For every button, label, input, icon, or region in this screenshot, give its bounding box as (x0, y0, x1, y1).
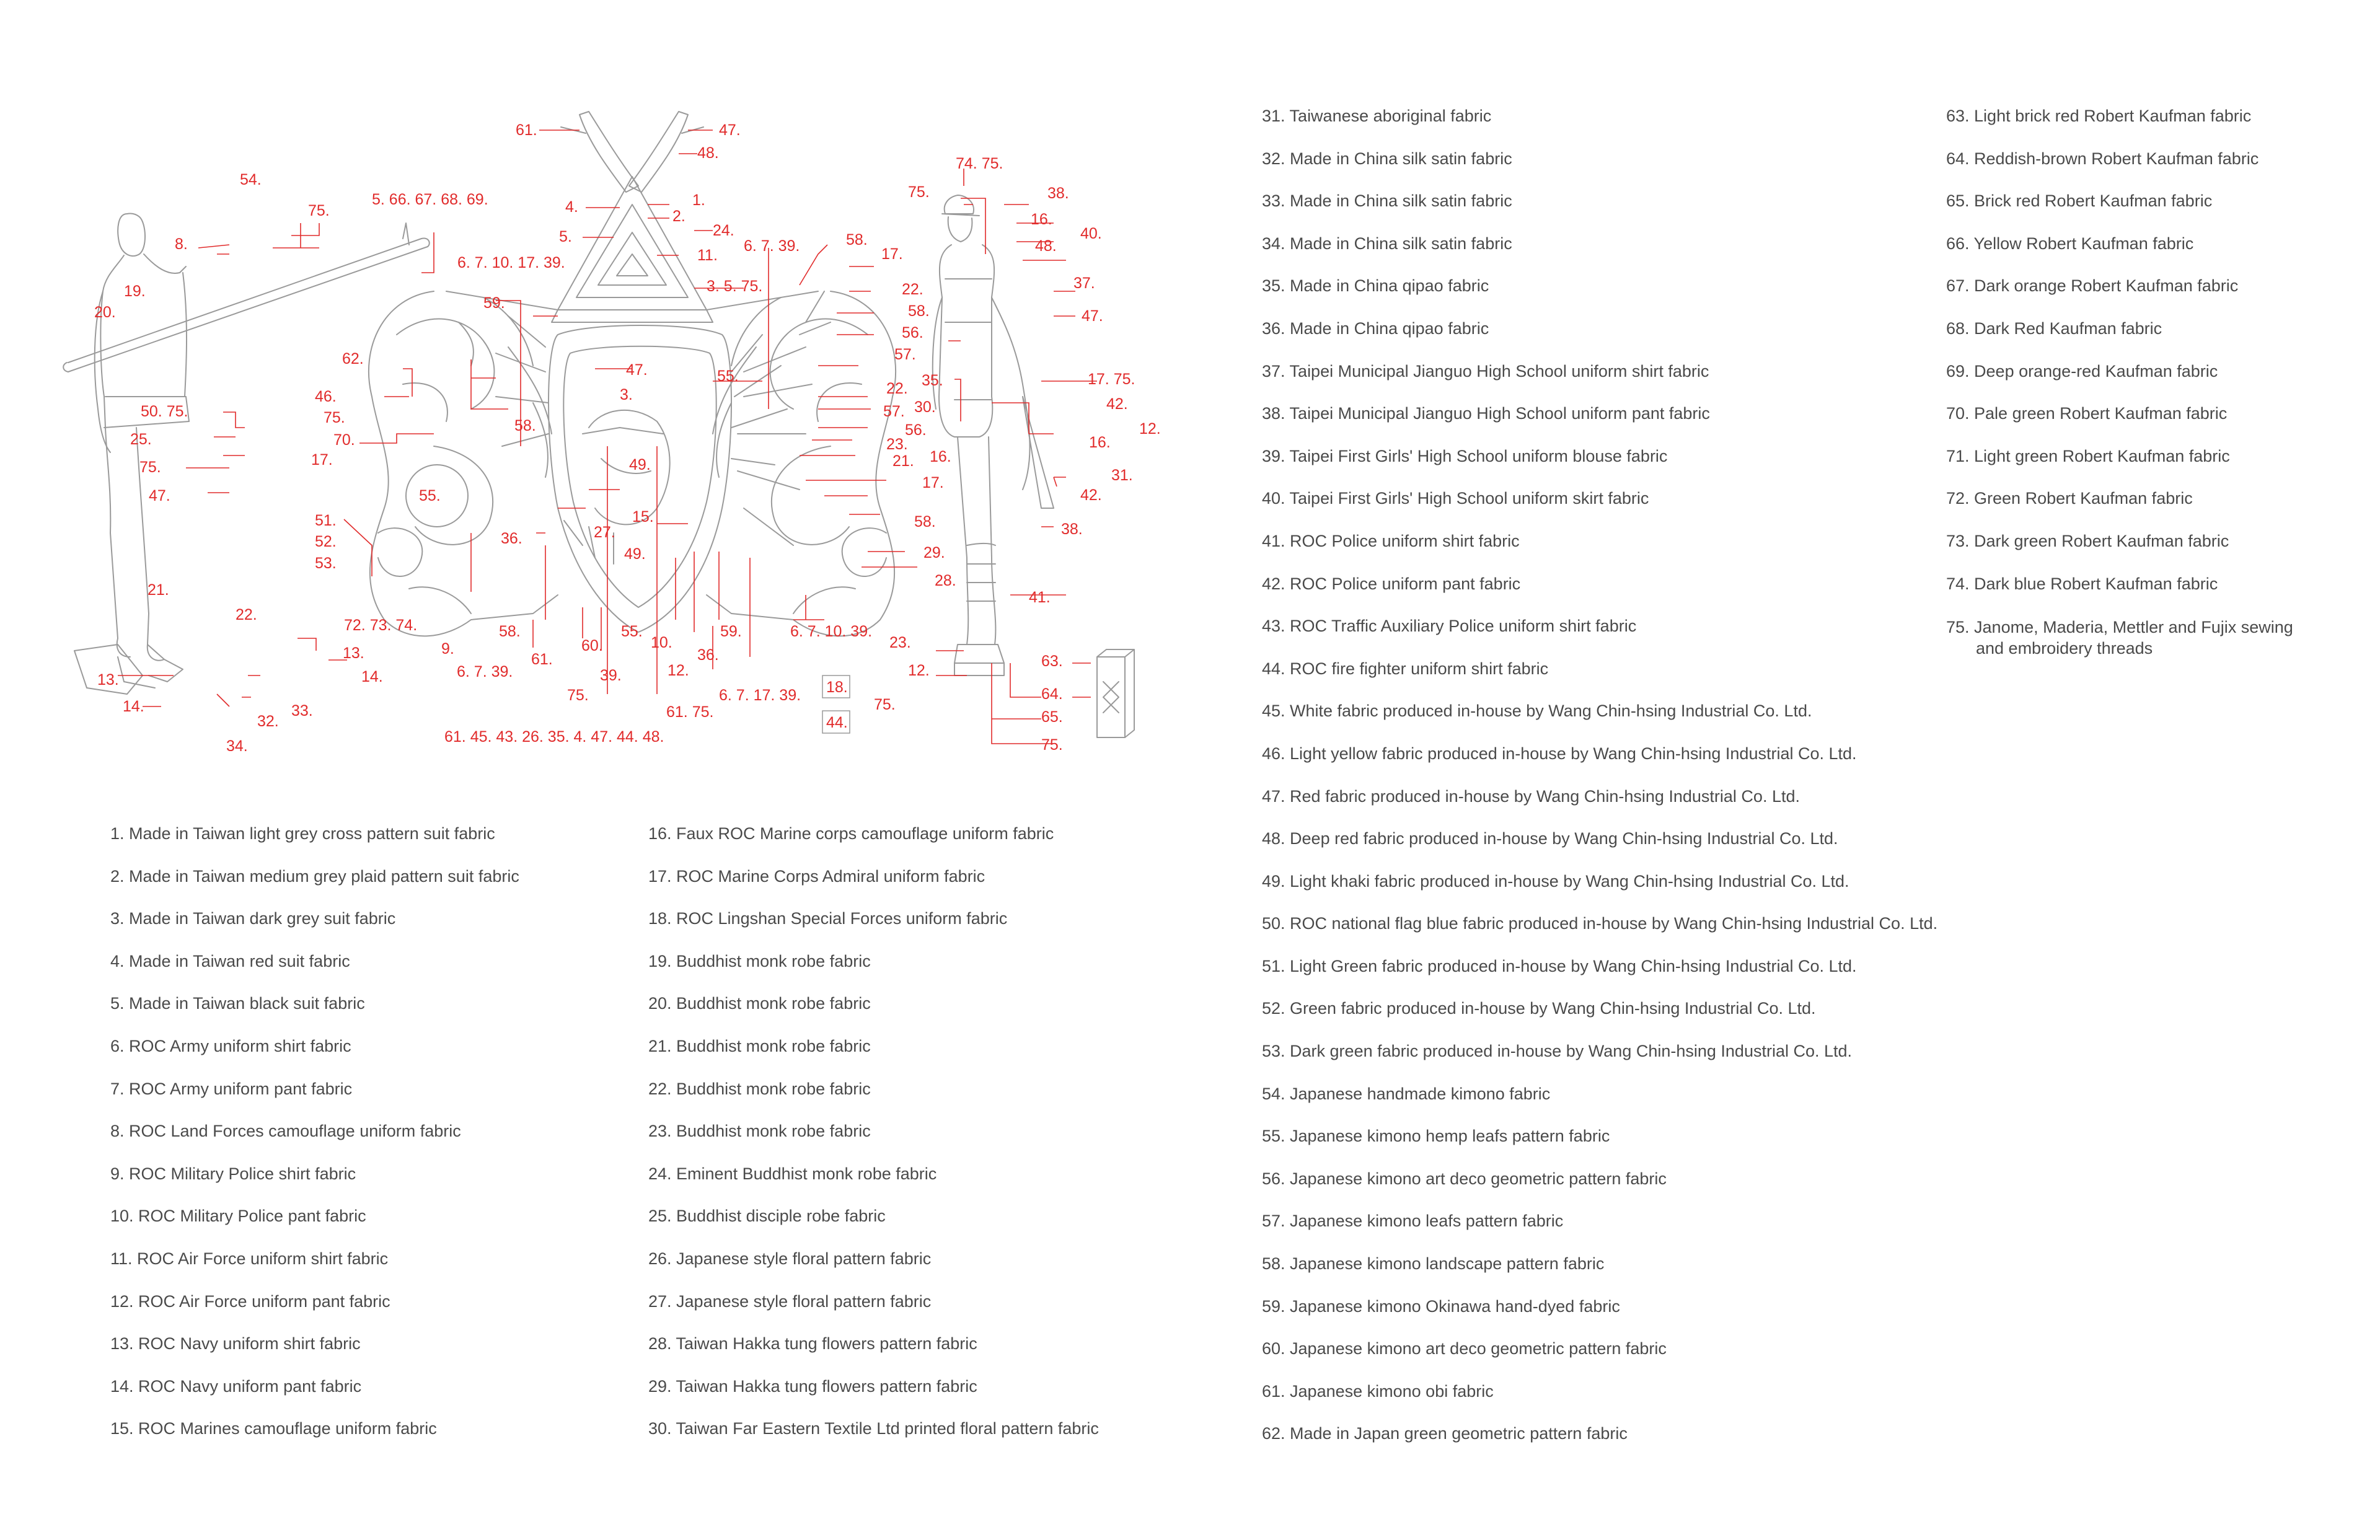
callout-label: 4. (565, 198, 578, 216)
callout-label: 42. (1106, 395, 1128, 413)
legend-item: 32. Made in China silk satin fabric (1262, 149, 1512, 168)
legend-item: 36. Made in China qipao fabric (1262, 319, 1489, 338)
legend-item: 7. ROC Army uniform pant fabric (110, 1079, 353, 1098)
callout-label: 24. (713, 222, 734, 239)
callout-label: 58. (914, 513, 936, 530)
legend-item: 60. Japanese kimono art deco geometric pattern fabric (1262, 1339, 1667, 1358)
legend-item: 12. ROC Air Force uniform pant fabric (110, 1291, 390, 1311)
legend-item: 53. Dark green fabric produced in-house by Wang Chin-hsing Industrial Co. Ltd. (1262, 1042, 1853, 1061)
legend-item: 47. Red fabric produced in-house by Wang Chin-hsing Industrial Co. Ltd. (1262, 786, 1800, 806)
callout-label: 36. (501, 530, 522, 547)
callout-label: 13. (97, 671, 119, 689)
callout-label: 3. (620, 386, 633, 403)
legend-item: 42. ROC Police uniform pant fabric (1262, 574, 1521, 593)
legend-item: 38. Taipei Municipal Jianguo High School uniform pant fabric (1262, 404, 1710, 423)
legend-item: 24. Eminent Buddhist monk robe fabric (648, 1164, 937, 1183)
legend-item: 73. Dark green Robert Kaufman fabric (1946, 531, 2229, 550)
callout-label: 17. (311, 451, 333, 469)
callout-label: 58. (908, 302, 930, 320)
callout-label: 17. 75. (1088, 371, 1135, 388)
callout-label: 17. (922, 474, 944, 491)
callout-label: 53. (315, 555, 337, 572)
callout-label: 22. (236, 606, 257, 623)
callout-label: 22. (902, 281, 923, 298)
legend-item: 9. ROC Military Police shirt fabric (110, 1164, 356, 1183)
legend-item: 72. Green Robert Kaufman fabric (1946, 489, 2193, 508)
callout-label: 6. 7. 39. (457, 663, 513, 680)
callout-label: 49. (624, 545, 646, 563)
legend-item: 59. Japanese kimono Okinawa hand-dyed fabric (1262, 1296, 1620, 1316)
legend-item: 63. Light brick red Robert Kaufman fabric (1946, 107, 2252, 125)
callout-label: 16. (1089, 434, 1111, 451)
crossed-swords (561, 112, 703, 192)
legend-item: 27. Japanese style floral pattern fabric (648, 1291, 932, 1311)
callout-label: 2. (672, 208, 685, 225)
callout-label: 33. (291, 702, 313, 719)
callout-label: 47. (626, 361, 648, 379)
callout-labels (94, 121, 1161, 755)
legend-item: 46. Light yellow fabric produced in-house by Wang Chin-hsing Industrial Co. Ltd. (1262, 744, 1857, 763)
legend-item: 21. Buddhist monk robe fabric (648, 1036, 871, 1055)
legend-item: 70. Pale green Robert Kaufman fabric (1946, 404, 2228, 423)
callout-label: 38. (1047, 185, 1069, 202)
legend-item: 33. Made in China silk satin fabric (1262, 191, 1512, 211)
legend-item: 1. Made in Taiwan light grey cross pattern suit fabric (110, 824, 495, 843)
callout-label: 10. (651, 634, 672, 651)
callout-label: 42. (1080, 486, 1102, 504)
legend-item: 57. Japanese kimono leafs pattern fabric (1262, 1212, 1564, 1231)
legend-item: 61. Japanese kimono obi fabric (1262, 1381, 1494, 1401)
callout-label: 12. (668, 662, 689, 679)
legend-item: 71. Light green Robert Kaufman fabric (1946, 446, 2230, 465)
callout-label: 34. (226, 737, 248, 755)
legend-item: 34. Made in China silk satin fabric (1262, 234, 1512, 253)
legend-item: 20. Buddhist monk robe fabric (648, 994, 871, 1013)
callout-label: 75. (874, 696, 896, 713)
legend-item: 2. Made in Taiwan medium grey plaid pattern suit fabric (110, 866, 519, 886)
legend-item: 74. Dark blue Robert Kaufman fabric (1946, 574, 2218, 593)
legend-item: 67. Dark orange Robert Kaufman fabric (1946, 276, 2239, 296)
callout-label: 72. 73. 74. (344, 617, 418, 634)
callout-label: 61. 45. 43. 26. 35. 4. 47. 44. 48. (444, 728, 664, 746)
legend-item: 4. Made in Taiwan red suit fabric (110, 951, 350, 970)
legend-item: 50. ROC national flag blue fabric produced in-house by Wang Chin-hsing Industrial Co. Ltd. (1262, 914, 1938, 933)
callout-label: 51. (315, 512, 337, 529)
callout-label: 21. (148, 581, 169, 599)
callout-label: 13. (343, 645, 364, 662)
legend-item: 40. Taipei First Girls' High School uniform skirt fabric (1262, 489, 1649, 508)
legend-item: 39. Taipei First Girls' High School uniform blouse fabric (1262, 446, 1668, 465)
callout-label: 6. 7. 39. (744, 237, 800, 255)
legend-item: 23. Buddhist monk robe fabric (648, 1122, 871, 1141)
callout-label: 28. (935, 572, 956, 589)
callout-label: 29. (923, 544, 945, 561)
callout-label: 1. (692, 191, 705, 209)
legend-item: 11. ROC Air Force uniform shirt fabric (110, 1249, 389, 1268)
callout-label: 47. (719, 121, 741, 139)
leaf-fronds (496, 316, 787, 564)
legend-item: 31. Taiwanese aboriginal fabric (1262, 107, 1492, 125)
legend-item: 3. Made in Taiwan dark grey suit fabric (110, 909, 396, 928)
callout-label: 22. (886, 380, 908, 397)
callout-label: 48. (697, 144, 719, 162)
callout-label: 58. (499, 623, 521, 640)
right-ornament (707, 291, 896, 636)
callout-label: 31. (1111, 467, 1133, 484)
legend-item: 75. Janome, Maderia, Mettler and Fujix sewing and embroidery threads (1946, 618, 2293, 658)
callout-label: 61. (516, 121, 537, 139)
callout-label: 75. (308, 202, 330, 219)
callout-label: 64. (1041, 685, 1063, 703)
legend-item: 62. Made in Japan green geometric pattern fabric (1262, 1424, 1628, 1443)
legend-item: 14. ROC Navy uniform pant fabric (110, 1376, 362, 1396)
callout-label: 21. (892, 452, 914, 470)
callout-label: 56. (905, 421, 927, 439)
legend-item: 6. ROC Army uniform shirt fabric (110, 1036, 351, 1055)
legend-item: 41. ROC Police uniform shirt fabric (1262, 531, 1520, 550)
callout-label: 74. 75. (956, 155, 1003, 172)
legend-item: 22. Buddhist monk robe fabric (648, 1079, 871, 1098)
left-ornament (369, 291, 558, 636)
legend-item: 18. ROC Lingshan Special Forces uniform fabric (648, 909, 1008, 928)
legend-item: 52. Green fabric produced in-house by Wang Chin-hsing Industrial Co. Ltd. (1262, 999, 1816, 1018)
item-boxes (1097, 649, 1134, 737)
callout-label: 54. (240, 171, 262, 188)
callout-label: 35. (922, 372, 943, 389)
legend-item: 44. ROC fire fighter uniform shirt fabric (1262, 659, 1549, 678)
callout-label: 32. (257, 713, 279, 730)
callout-label: 6. 7. 10. 39. (790, 623, 873, 640)
legend-item: 16. Faux ROC Marine corps camouflage uniform fabric (648, 824, 1054, 843)
callout-label: 5. 66. 67. 68. 69. (372, 191, 488, 208)
callout-label: 47. (149, 487, 170, 504)
callout-label: 3. 5. 75. (707, 278, 763, 295)
callout-label: 60. (581, 637, 603, 654)
legend-item: 17. ROC Marine Corps Admiral uniform fabric (648, 866, 985, 886)
callout-label: 65. (1041, 708, 1063, 726)
legend-item: 13. ROC Navy uniform shirt fabric (110, 1334, 361, 1353)
callout-label: 75. (908, 183, 930, 201)
callout-label: 59. (483, 294, 505, 312)
callout-label: 58. (846, 231, 868, 249)
callout-label: 12. (1139, 420, 1161, 438)
legend-column-2 (648, 824, 1099, 1462)
callout-label: 17. (881, 245, 903, 263)
callout-label: 6. 7. 10. 17. 39. (457, 254, 565, 271)
callout-label: 49. (629, 456, 651, 473)
legend-item: 51. Light Green fabric produced in-house by Wang Chin-hsing Industrial Co. Ltd. (1262, 956, 1857, 975)
callout-label: 59. (720, 623, 742, 640)
legend-item: 25. Buddhist disciple robe fabric (648, 1207, 886, 1226)
callout-label: 27. (594, 524, 615, 541)
callout-label: 14. (123, 698, 144, 715)
legend-item: 65. Brick red Robert Kaufman fabric (1946, 191, 2213, 211)
callout-label: 40. (1080, 225, 1102, 242)
callout-label: 47. (1082, 307, 1103, 325)
callout-label: 15. (632, 508, 654, 526)
legend-item: 45. White fabric produced in-house by Wang Chin-hsing Industrial Co. Ltd. (1262, 702, 1812, 721)
legend-item: 28. Taiwan Hakka tung flowers pattern fabric (648, 1334, 977, 1353)
legend-item: 15. ROC Marines camouflage uniform fabric (110, 1419, 437, 1438)
legend-item: 58. Japanese kimono landscape pattern fabric (1262, 1254, 1605, 1274)
callout-label: 39. (600, 667, 622, 684)
callout-label: 11. (697, 247, 718, 264)
legend-item: 48. Deep red fabric produced in-house by Wang Chin-hsing Industrial Co. Ltd. (1262, 829, 1838, 848)
embroidery-diagram (0, 0, 1178, 781)
callout-label: 30. (914, 398, 936, 416)
callout-label: 8. (175, 235, 188, 253)
legend-item: 30. Taiwan Far Eastern Textile Ltd printed floral pattern fabric (648, 1419, 1099, 1438)
legend-item: 68. Dark Red Kaufman fabric (1946, 319, 2162, 338)
legend-item: 56. Japanese kimono art deco geometric pattern fabric (1262, 1169, 1667, 1188)
legend-item: 66. Yellow Robert Kaufman fabric (1946, 234, 2194, 253)
callout-label: 57. (883, 403, 905, 420)
callout-label: 57. (894, 346, 916, 363)
legend-item: 26. Japanese style floral pattern fabric (648, 1249, 932, 1268)
callout-label: 18. (826, 679, 848, 696)
callout-label: 5. (559, 228, 572, 245)
callout-label: 75. (139, 459, 161, 476)
callout-label: 25. (130, 431, 152, 448)
legend-item: 37. Taipei Municipal Jianguo High School uniform shirt fabric (1262, 361, 1709, 381)
callout-label: 23. (889, 634, 911, 651)
callout-label: 75. (1041, 736, 1063, 754)
legend-column-4 (1946, 107, 2323, 659)
legend-item: 55. Japanese kimono hemp leafs pattern fabric (1262, 1127, 1610, 1146)
legend-item: 35. Made in China qipao fabric (1262, 276, 1489, 296)
callout-label: 16. (1031, 211, 1052, 228)
callout-label: 70. (333, 431, 355, 449)
callout-label: 61. (531, 651, 553, 668)
legend-item: 43. ROC Traffic Auxiliary Police uniform shirt fabric (1262, 617, 1637, 636)
legend-item: 19. Buddhist monk robe fabric (648, 951, 871, 970)
callout-label: 63. (1041, 653, 1063, 670)
callout-label: 6. 7. 17. 39. (719, 687, 801, 704)
legend-item: 29. Taiwan Hakka tung flowers pattern fabric (648, 1376, 977, 1396)
legend-item: 54. Japanese handmade kimono fabric (1262, 1084, 1551, 1103)
callout-label: 48. (1035, 237, 1057, 255)
callout-label: 37. (1073, 275, 1095, 292)
callout-label: 44. (826, 714, 848, 731)
callout-label: 55. (621, 623, 643, 640)
callout-label: 9. (441, 640, 454, 658)
callout-label: 58. (514, 417, 536, 434)
callout-label: 55. (717, 367, 739, 385)
callout-label: 61. 75. (666, 703, 714, 721)
callout-label: 23. (886, 436, 908, 453)
callout-label: 50. 75. (141, 403, 188, 420)
legend-item: 69. Deep orange-red Kaufman fabric (1946, 361, 2218, 381)
callout-label: 75. (324, 409, 345, 426)
callout-label: 52. (315, 533, 337, 550)
callout-label: 75. (567, 687, 589, 704)
callout-label: 41. (1029, 589, 1051, 606)
legend-item: 10. ROC Military Police pant fabric (110, 1207, 366, 1226)
callout-label: 20. (94, 304, 116, 321)
callout-label: 14. (361, 668, 383, 685)
callout-label: 12. (908, 662, 930, 679)
legend-item: 64. Reddish-brown Robert Kaufman fabric (1946, 149, 2259, 168)
callout-label: 38. (1061, 521, 1083, 538)
staff (63, 223, 430, 372)
legend-item: 8. ROC Land Forces camouflage uniform fabric (110, 1122, 461, 1141)
legend-column-1 (110, 824, 519, 1462)
legend-column-3 (1262, 107, 1937, 1467)
callout-label: 16. (930, 448, 951, 465)
callout-label: 36. (697, 646, 719, 664)
legend-item: 5. Made in Taiwan black suit fabric (110, 994, 365, 1013)
callout-label: 46. (315, 388, 337, 405)
callout-label: 19. (124, 283, 146, 300)
callout-label: 55. (419, 487, 441, 504)
callout-label: 62. (342, 350, 364, 367)
legend-item: 49. Light khaki fabric produced in-house by Wang Chin-hsing Industrial Co. Ltd. (1262, 871, 1849, 891)
callout-label: 56. (902, 324, 923, 341)
